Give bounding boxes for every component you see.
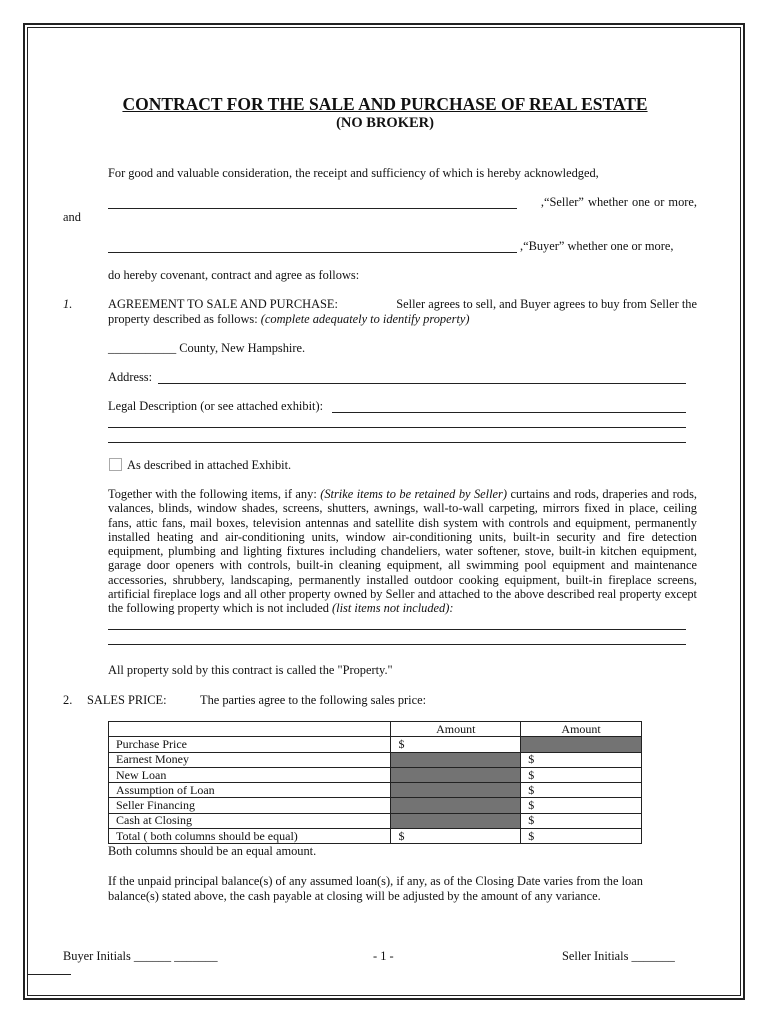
section-2-number: 2. bbox=[63, 693, 73, 707]
table-row bbox=[109, 767, 642, 782]
table-header-blank bbox=[109, 722, 391, 737]
legal-description-field-2[interactable] bbox=[108, 427, 686, 428]
row-label: Seller Financing bbox=[109, 798, 391, 813]
table-row bbox=[109, 813, 642, 828]
buyer-initials[interactable]: Buyer Initials ______ _______ bbox=[63, 949, 218, 963]
legal-description-field[interactable] bbox=[332, 412, 686, 413]
table-header-amount-1: Amount bbox=[391, 722, 521, 737]
buyer-name-field[interactable] bbox=[108, 252, 517, 253]
and-label: and bbox=[63, 210, 81, 224]
shaded-cell bbox=[391, 783, 521, 798]
exhibit-label: As described in attached Exhibit. bbox=[127, 458, 292, 472]
shaded-cell bbox=[391, 798, 521, 813]
section-1-text: Seller agrees to sell, and Buyer agrees to buy from Seller the bbox=[396, 297, 697, 311]
property-note: All property sold by this contract is called the "Property." bbox=[108, 663, 393, 677]
items-list: curtains and rods, draperies and rods, valances, blinds, window shades, screens, shutters, awnings, wall-to-wall carpeting, mirrors fixed in place, ceiling fans, attic fans, mail boxes, television antennas and satellite dish system with controls and equipment, permanently installed heating and air-conditioning units, window air-conditioning units, built-in security and fire detection equipment, plumbing and lighting fixtures including chandeliers, water softener, stove, built-in kitchen equipment, garage door openers with controls, built-in cleaning equipment, all swimming pool equipment and maintenance accessories, shrubbery, landscaping, permanently installed outdoor cooking equipment, built-in fireplace screens, artificial fireplace logs and all other property owned by Seller and attached to the above described real property except the following property which is not included bbox=[108, 487, 698, 616]
row-label: New Loan bbox=[109, 767, 391, 782]
footer-stub-line bbox=[28, 974, 71, 975]
total-amount-2[interactable]: $ bbox=[521, 829, 642, 844]
buyer-label: ,“Buyer” whether one or more, bbox=[520, 239, 674, 253]
seller-name-field[interactable] bbox=[108, 208, 517, 209]
shaded-cell bbox=[391, 752, 521, 767]
excluded-items-field[interactable] bbox=[108, 629, 686, 630]
purchase-price-amount[interactable]: $ bbox=[391, 737, 521, 752]
intro-text: For good and valuable consideration, the receipt and sufficiency of which is hereby acknowledged, bbox=[108, 166, 599, 180]
section-1-line2: property described as follows: bbox=[108, 312, 261, 326]
items-excluded-note: (list items not included): bbox=[332, 601, 454, 616]
document-title: CONTRACT FOR THE SALE AND PURCHASE OF REAL ESTATE bbox=[122, 94, 648, 114]
county-field[interactable]: ___________ bbox=[108, 341, 177, 355]
section-1-heading: AGREEMENT TO SALE AND PURCHASE: bbox=[108, 297, 338, 311]
balance-note-line-1: If the unpaid principal balance(s) of any assumed loan(s), if any, as of the Closing Date varies from the loan bbox=[108, 874, 643, 888]
address-label: Address: bbox=[108, 370, 153, 384]
section-1-line2-italic: (complete adequately to identify property) bbox=[260, 312, 470, 326]
row-label: Cash at Closing bbox=[109, 813, 391, 828]
sales-price-table bbox=[108, 721, 642, 844]
included-items-paragraph bbox=[108, 487, 697, 616]
new-loan-amount[interactable]: $ bbox=[521, 767, 642, 782]
section-2-text: The parties agree to the following sales price: bbox=[200, 693, 427, 707]
row-label: Assumption of Loan bbox=[109, 783, 391, 798]
row-label: Total ( both columns should be equal) bbox=[109, 829, 391, 844]
shaded-cell bbox=[391, 767, 521, 782]
table-header-row bbox=[109, 722, 642, 737]
table-row bbox=[109, 829, 642, 844]
exhibit-checkbox[interactable] bbox=[109, 458, 122, 471]
equal-note: Both columns should be an equal amount. bbox=[108, 844, 317, 858]
table-row bbox=[109, 752, 642, 767]
items-lead: Together with the following items, if any: bbox=[108, 487, 321, 501]
excluded-items-field-2[interactable] bbox=[108, 644, 686, 645]
legal-description-field-3[interactable] bbox=[108, 442, 686, 443]
section-2-heading: SALES PRICE: bbox=[87, 693, 167, 707]
section-1-number: 1. bbox=[63, 297, 73, 311]
items-strike-note: (Strike items to be retained by Seller) bbox=[320, 487, 508, 501]
table-header-amount-2: Amount bbox=[521, 722, 642, 737]
seller-financing-amount[interactable]: $ bbox=[521, 798, 642, 813]
table-row bbox=[109, 737, 642, 752]
seller-initials[interactable]: Seller Initials _______ bbox=[562, 949, 675, 963]
row-label: Earnest Money bbox=[109, 752, 391, 767]
shaded-cell bbox=[521, 737, 642, 752]
table-row bbox=[109, 798, 642, 813]
seller-label: ,“Seller” whether one or more, bbox=[540, 195, 697, 209]
document-subtitle: (NO BROKER) bbox=[336, 115, 434, 131]
address-field[interactable] bbox=[158, 383, 686, 384]
balance-note-line-2: balance(s) stated above, the cash payable at closing will be adjusted by the amount of any variance. bbox=[108, 889, 601, 903]
covenant-text: do hereby covenant, contract and agree as follows: bbox=[108, 268, 360, 282]
legal-description-label: Legal Description (or see attached exhibit): bbox=[108, 399, 324, 413]
row-label: Purchase Price bbox=[109, 737, 391, 752]
total-amount-1[interactable]: $ bbox=[391, 829, 521, 844]
table-row bbox=[109, 783, 642, 798]
assumption-of-loan-amount[interactable]: $ bbox=[521, 783, 642, 798]
earnest-money-amount[interactable]: $ bbox=[521, 752, 642, 767]
page-number: - 1 - bbox=[373, 949, 394, 963]
county-label: County, New Hampshire. bbox=[179, 341, 306, 355]
cash-at-closing-amount[interactable]: $ bbox=[521, 813, 642, 828]
shaded-cell bbox=[391, 813, 521, 828]
